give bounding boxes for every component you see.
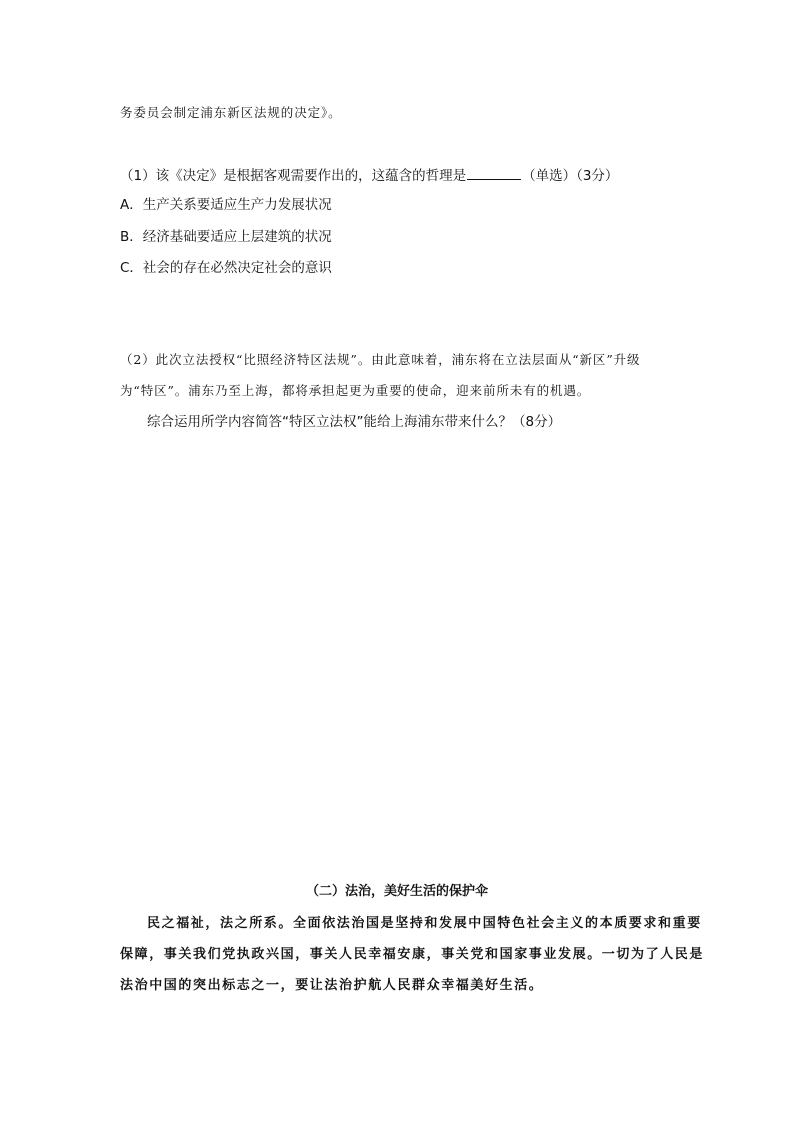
- question-2-material-line-2: 为“特区”。浦东乃至上海，都将承担起更为重要的使命，迎来前所未有的机遇。: [120, 383, 591, 398]
- question-2-material-line-1: （2）此次立法授权“比照经济特区法规”。由此意味着，浦东将在立法层面从“新区”升级: [120, 352, 641, 367]
- question-1-stem: [120, 167, 618, 184]
- option-a: A．生产关系要适应生产力发展状况: [120, 197, 332, 213]
- section-2-paragraph-line-2: 保障，事关我们党执政兴国，事关人民幸福安康，事关党和国家事业发展。一切为了人民是: [120, 947, 705, 962]
- option-c: C．社会的存在必然决定社会的意识: [120, 260, 332, 276]
- section-2-paragraph-line-1: 民之福祉，法之所系。全面依法治国是坚持和发展中国特色社会主义的本质要求和重要: [147, 916, 702, 931]
- question-1-suffix: （单选）（3分）: [522, 168, 619, 184]
- option-b: B．经济基础要适应上层建筑的状况: [120, 229, 332, 245]
- question-2-prompt: 综合运用所学内容简答“特区立法权”能给上海浦东带来什么？（8分）: [147, 414, 562, 430]
- passage-tail: 务委员会制定浦东新区法规的决定》。: [120, 105, 342, 120]
- section-2-paragraph-line-3: 法治中国的突出标志之一，要让法治护航人民群众幸福美好生活。: [120, 978, 544, 993]
- answer-blank: [467, 167, 521, 180]
- question-1-prefix: （1）该《决定》是根据客观需要作出的，这蕴含的哲理是: [120, 168, 467, 184]
- section-2-title: （二）法治，美好生活的保护伞: [305, 884, 488, 899]
